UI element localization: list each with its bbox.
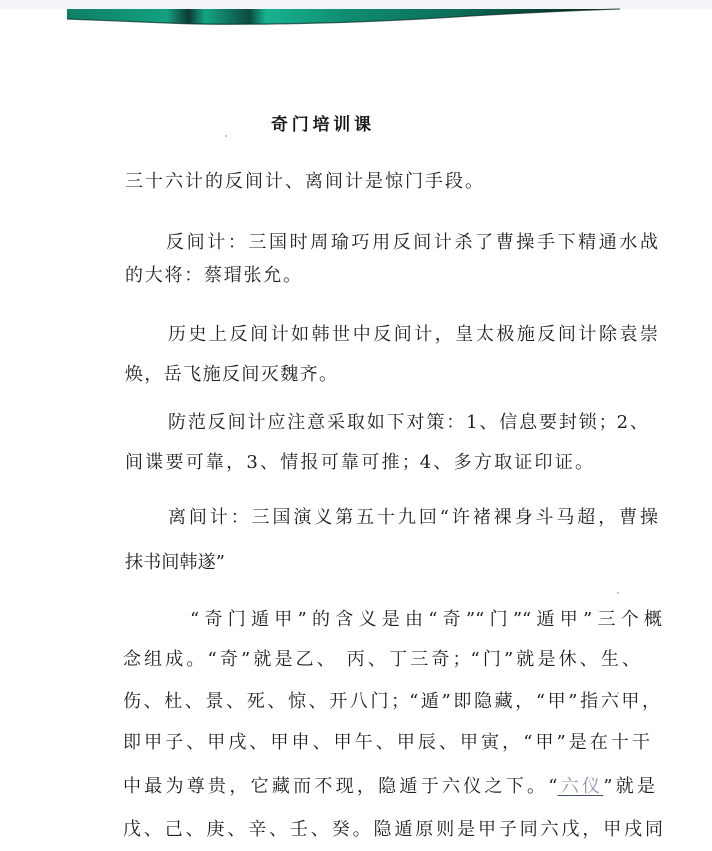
scanned-binding-strip <box>0 0 712 30</box>
paragraph-line: 抹书间韩遂” <box>125 552 225 573</box>
document-title: 奇门培训课 <box>271 115 371 135</box>
scan-speck <box>617 592 619 594</box>
paragraph-line: 间谍要可靠，3、情报可靠可推；4、多方取证印证。 <box>125 452 593 473</box>
line-text-before: 中最为尊贵，它藏而不现，隐遁于六仪之下。“ <box>123 776 558 797</box>
liuyi-link[interactable]: 六仪 <box>557 776 604 797</box>
paragraph-line: 焕，岳飞施反间灭魏齐。 <box>125 364 337 385</box>
paragraph-line: 反间计：三国时周瑜巧用反间计杀了曹操手下精通水战 <box>166 232 658 253</box>
paragraph-line: 伤、杜、景、死、惊、开八门；“遁”即隐藏，“甲”指六甲， <box>123 691 660 712</box>
line-text-after: ”就是 <box>603 776 656 797</box>
paragraph-line-with-link <box>123 776 655 798</box>
paragraph-line: “奇门遁甲”的含义是由“奇”“门”“遁甲”三个概 <box>190 609 662 630</box>
paragraph-line: 历史上反间计如韩世中反间计，皇太极施反间计除袁崇 <box>168 324 658 345</box>
paragraph-line: 防范反间计应注意采取如下对策：1、信息要封锁；2、 <box>168 412 648 433</box>
scan-speck <box>225 135 227 137</box>
paragraph-line: 戊、己、庚、辛、壬、癸。隐遁原则是甲子同六戊，甲戌同 <box>123 819 663 840</box>
paragraph-line: 的大将：蔡瑁张允。 <box>125 265 301 286</box>
paragraph-line: 三十六计的反间计、离间计是惊门手段。 <box>125 171 483 192</box>
paragraph-line: 念组成。“奇”就是乙、 丙、丁三奇；“门”就是休、生、 <box>123 649 640 670</box>
paragraph-line: 即甲子、甲戌、甲申、甲午、甲辰、甲寅，“甲”是在十干 <box>123 732 650 753</box>
paragraph-line: 离间计：三国演义第五十九回“许褚裸身斗马超，曹操 <box>168 507 658 528</box>
